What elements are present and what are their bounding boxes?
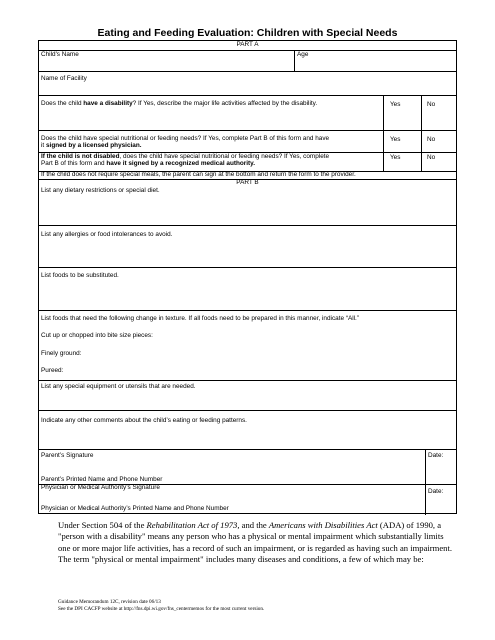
parent-printed-name-label: Parent’s Printed Name and Phone Number <box>41 476 163 483</box>
physician-signature-label: Physician or Medical Authority’s Signature <box>41 484 160 491</box>
physician-printed-name-label: Physician or Medical Authority’s Printed Name and Phone Number <box>41 505 229 512</box>
parent-note: If the child does not require special meals, the parent can sign at the bottom and return the form to the provider. <box>41 171 356 178</box>
q3-yes-option[interactable]: Yes <box>390 154 401 161</box>
question-special-needs-cont: it signed by a licensed physician. <box>41 142 142 149</box>
texture-change-label: List foods that need the following change in texture. If all foods need to be prepared in this manner, indicate “All.” <box>41 315 359 322</box>
pureed-label: Pureed: <box>41 367 64 374</box>
q1-yes-option[interactable]: Yes <box>390 101 401 108</box>
question-disability: Does the child have a disability? If Yes, describe the major life activities affected by the disability. <box>41 100 318 107</box>
divider <box>39 310 456 311</box>
childs-name-label: Child's Name <box>41 51 79 58</box>
allergies-label: List any allergies or food intolerances to avoid. <box>41 231 173 238</box>
physician-date-label: Date: <box>428 488 444 495</box>
divider <box>39 225 456 226</box>
cut-up-label: Cut up or chopped into bite size pieces: <box>41 332 153 339</box>
question-not-disabled-cont: Part B of this form and have it signed by a recognized medical authority. <box>41 160 256 167</box>
divider <box>39 50 456 51</box>
divider <box>39 95 456 96</box>
divider <box>39 71 456 72</box>
parent-date-label: Date: <box>428 452 444 459</box>
question-not-disabled: If the child is not disabled, does the child have special nutritional or feeding needs? If Yes, complete <box>41 153 330 160</box>
section-504-paragraph: Under Section 504 of the Rehabilitation Act of 1973, and the Americans with Disabilities Act (ADA) of 1990, a "person with a disability" means any person who has a physical or mental impairment which substantially limits one or more major life activities, has a record of such an impairment, or is regarded as having such an impairment. The term "physical or mental impairment" includes many diseases and conditions, a few of which may be: <box>58 520 452 565</box>
evaluation-form <box>38 40 457 514</box>
footer-website: See the DPI CACFP website at http://fns.dpi.wi.gov/fns_centermemos for the most current version. <box>58 606 265 612</box>
q2-no-option[interactable]: No <box>427 136 436 143</box>
divider <box>383 95 384 171</box>
part-b-header: PART B <box>236 179 259 186</box>
facility-label: Name of Facility <box>41 75 87 82</box>
divider <box>425 449 426 515</box>
q3-no-option[interactable]: No <box>427 154 436 161</box>
divider <box>294 50 295 71</box>
divider <box>39 449 456 450</box>
part-a-header: PART A <box>236 41 259 48</box>
age-label: Age <box>297 51 309 58</box>
divider <box>39 380 456 381</box>
footer-memo: Guidance Memorandum 12C, revision date 06/13 <box>58 599 161 605</box>
question-special-needs: Does the child have special nutritional or feeding needs? If Yes, complete Part B of this form and have <box>41 135 330 142</box>
q1-no-option[interactable]: No <box>427 101 436 108</box>
parent-signature-label: Parent’s Signature <box>41 452 94 459</box>
dietary-restrictions-label: List any dietary restrictions or special diet. <box>41 187 160 194</box>
divider <box>39 130 456 131</box>
divider <box>421 95 422 171</box>
q2-yes-option[interactable]: Yes <box>390 136 401 143</box>
page-title: Eating and Feeding Evaluation: Children with Special Needs <box>97 27 398 39</box>
substituted-foods-label: List foods to be substituted. <box>41 272 119 279</box>
comments-label: Indicate any other comments about the child’s eating or feeding patterns. <box>41 417 247 424</box>
finely-ground-label: Finely ground: <box>41 350 82 357</box>
divider <box>39 267 456 268</box>
special-equipment-label: List any special equipment or utensils that are needed. <box>41 383 196 390</box>
divider <box>39 410 456 411</box>
